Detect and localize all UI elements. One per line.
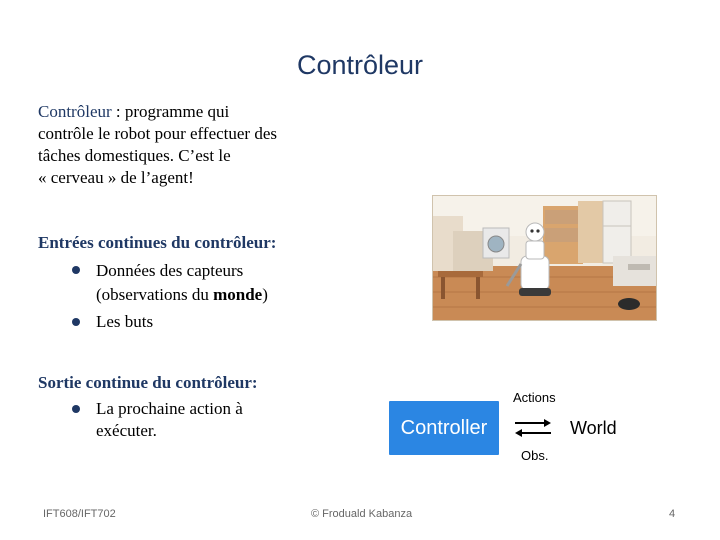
page-number: 4 — [669, 508, 676, 520]
output-section — [38, 372, 258, 442]
definition-line-4: « cerveau » de l’agent! — [38, 168, 194, 187]
bidirectional-arrows-icon — [513, 417, 553, 439]
list-item — [38, 311, 276, 333]
observations-label: Obs. — [521, 448, 549, 463]
list-item — [38, 398, 258, 442]
kitchen-scene-image — [433, 196, 656, 320]
bullet-text-part: ) — [262, 285, 268, 304]
bullet-text: La prochaine action à — [96, 399, 243, 418]
robot-kitchen-photo — [432, 195, 657, 321]
world-label: World — [570, 418, 617, 438]
slide-title: Contrôleur — [296, 50, 424, 80]
actions-label: Actions — [513, 390, 556, 405]
definition-term: Contrôleur — [38, 102, 112, 121]
bullet-text-part: (observations du — [96, 285, 214, 304]
inputs-heading: Entrées continues du contrôleur: — [38, 233, 277, 252]
bullet-text-line-2 — [96, 283, 276, 307]
bullet-text: Les buts — [96, 312, 154, 331]
inputs-list — [38, 259, 276, 333]
definition-line-1: : programme qui — [111, 102, 230, 121]
footer-author: © Froduald Kabanza — [311, 508, 413, 520]
controller-label: Controller — [400, 416, 488, 439]
output-list — [38, 398, 258, 442]
inputs-section — [38, 232, 276, 333]
bullet-dot-icon — [72, 318, 80, 326]
controller-box — [389, 401, 499, 455]
definition-line-3: tâches domestiques. C’est le — [38, 146, 231, 165]
output-heading: Sortie continue du contrôleur: — [38, 373, 258, 392]
list-item — [38, 259, 276, 307]
bullet-dot-icon — [72, 405, 80, 413]
definition-paragraph — [38, 101, 277, 189]
bullet-text: Données des capteurs — [96, 261, 244, 280]
definition-line-2: contrôle le robot pour effectuer des — [38, 124, 278, 143]
footer-course-code: IFT608/IFT702 — [43, 508, 116, 520]
bullet-dot-icon — [72, 266, 80, 274]
bullet-text-line-2: exécuter. — [96, 421, 157, 440]
bullet-bold-word: monde — [213, 285, 263, 304]
